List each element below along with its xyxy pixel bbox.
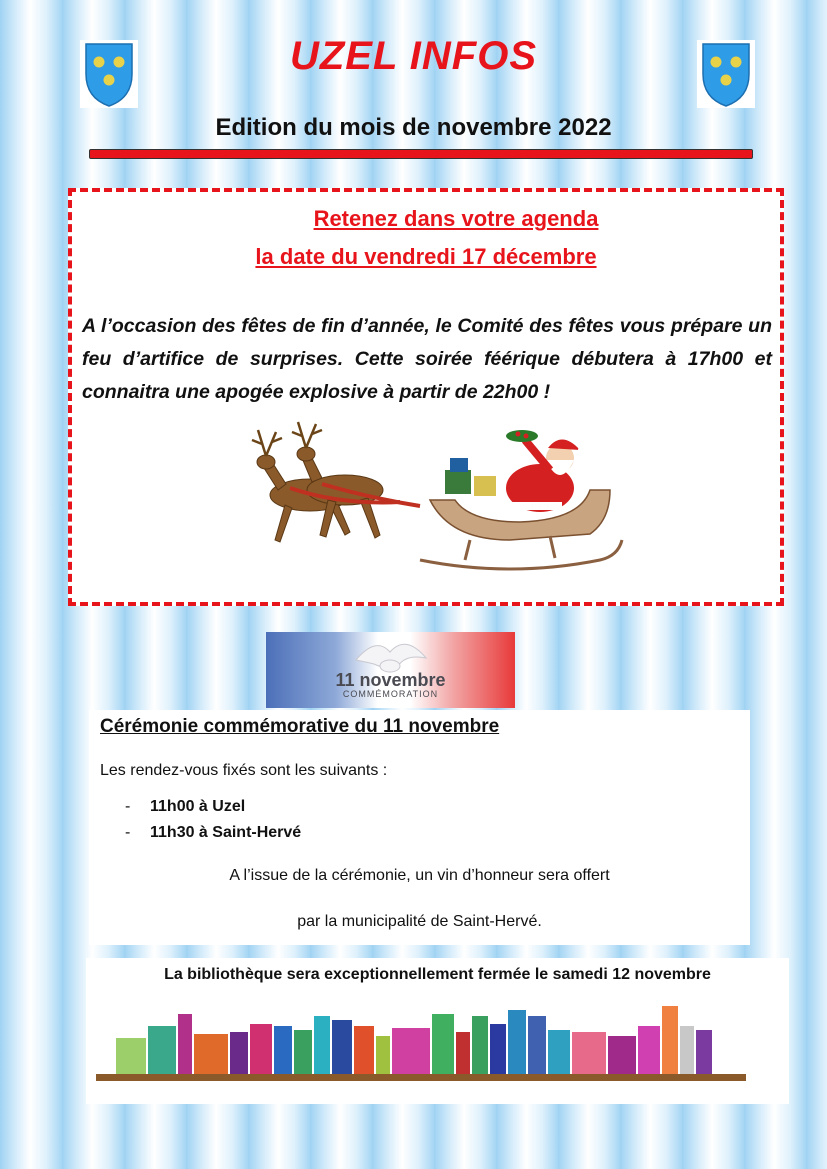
ceremony-title: Cérémonie commémorative du 11 novembre (100, 716, 500, 737)
ceremony-intro: Les rendez-vous fixés sont les suivants : (100, 762, 388, 779)
list-item (125, 824, 301, 850)
ceremony-note-line2: par la municipalité de Saint-Hervé. (297, 913, 542, 930)
list-item-text: 11h30 à Saint-Hervé (150, 824, 302, 841)
ceremony-note-line1: A l’issue de la cérémonie, un vin d’honneur sera offert (229, 867, 610, 884)
ceremony-list (125, 798, 301, 850)
list-item (125, 798, 301, 824)
newsletter-title: UZEL INFOS (289, 34, 538, 78)
agenda-heading-line2: la date du vendredi 17 décembre (255, 244, 597, 269)
santa-sleigh-illustration (250, 410, 630, 600)
agenda-heading-line1: Retenez dans votre agenda (313, 206, 599, 231)
ceremony-section (89, 710, 750, 945)
agenda-body-text: A l’occasion des fêtes de fin d’année, le Comité des fêtes vous prépare un feu d’artifice de surprises. Cette soirée féérique débutera à 17h00 et connaitra une apogée explosive à partir de 22h00 ! (82, 315, 772, 403)
library-section (86, 958, 789, 1104)
list-item-text: 11h00 à Uzel (150, 798, 246, 815)
list-bullet: - (125, 824, 131, 841)
banner-big-text: 11 novembre (335, 670, 446, 690)
banner-small-text: COMMÉMORATION (342, 689, 439, 699)
commemoration-banner (266, 632, 515, 708)
books-shelf-illustration (96, 996, 776, 1101)
title-divider (89, 149, 753, 159)
library-closure-notice: La bibliothèque sera exceptionnellement fermée le samedi 12 novembre (164, 966, 711, 983)
list-bullet: - (125, 798, 131, 815)
edition-heading: Edition du mois de novembre 2022 (215, 114, 612, 141)
